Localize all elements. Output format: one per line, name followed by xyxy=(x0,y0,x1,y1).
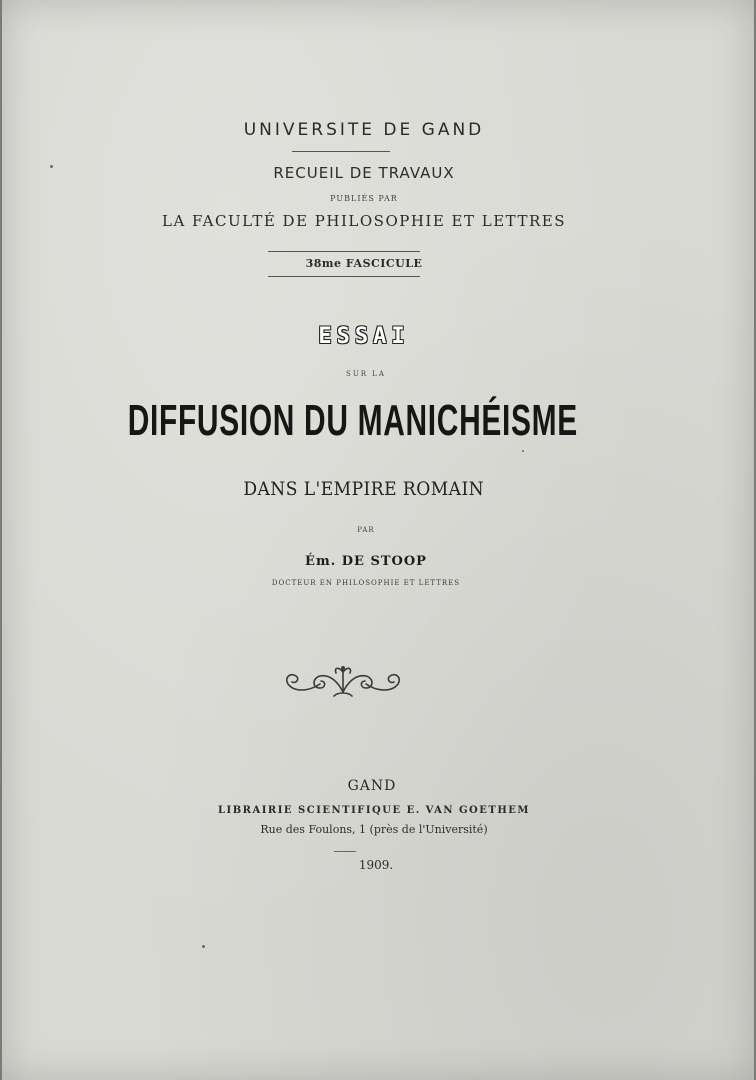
floral-vignette-icon xyxy=(278,662,408,700)
book-cover xyxy=(2,0,754,1080)
publication-year: 1909. xyxy=(358,858,394,872)
publication-city: GAND xyxy=(347,778,397,794)
author-degree: DOCTEUR EN PHILOSOPHIE ET LETTRES xyxy=(271,579,461,587)
divider-rule xyxy=(334,851,356,852)
faculty-name: LA FACULTÉ DE PHILOSOPHIE ET LETTRES xyxy=(161,212,566,230)
title-prefix: ESSAI xyxy=(318,324,410,349)
main-title: DIFFUSION DU MANICHÉISME xyxy=(127,396,578,445)
title-link-words: SUR LA xyxy=(346,370,386,378)
published-by-label: PUBLIÉS PAR xyxy=(330,194,398,203)
publisher-name: LIBRAIRIE SCIENTIFIQUE E. VAN GOETHEM xyxy=(218,805,530,816)
publisher-address: Rue des Foulons, 1 (près de l'Université) xyxy=(260,823,488,836)
subtitle: DANS L'EMPIRE ROMAIN xyxy=(243,478,485,500)
divider-rule xyxy=(268,276,420,277)
series-title: RECUEIL DE TRAVAUX xyxy=(273,164,455,182)
paper-speck xyxy=(202,945,205,948)
fascicle-number: 38me FASCICULE xyxy=(305,257,423,270)
divider-rule xyxy=(292,151,390,152)
by-label: PAR xyxy=(357,526,375,534)
divider-rule xyxy=(268,251,420,252)
university-name: UNIVERSITE DE GAND xyxy=(243,120,485,140)
paper-speck xyxy=(522,450,524,452)
author-name: Ém. DE STOOP xyxy=(305,554,427,569)
